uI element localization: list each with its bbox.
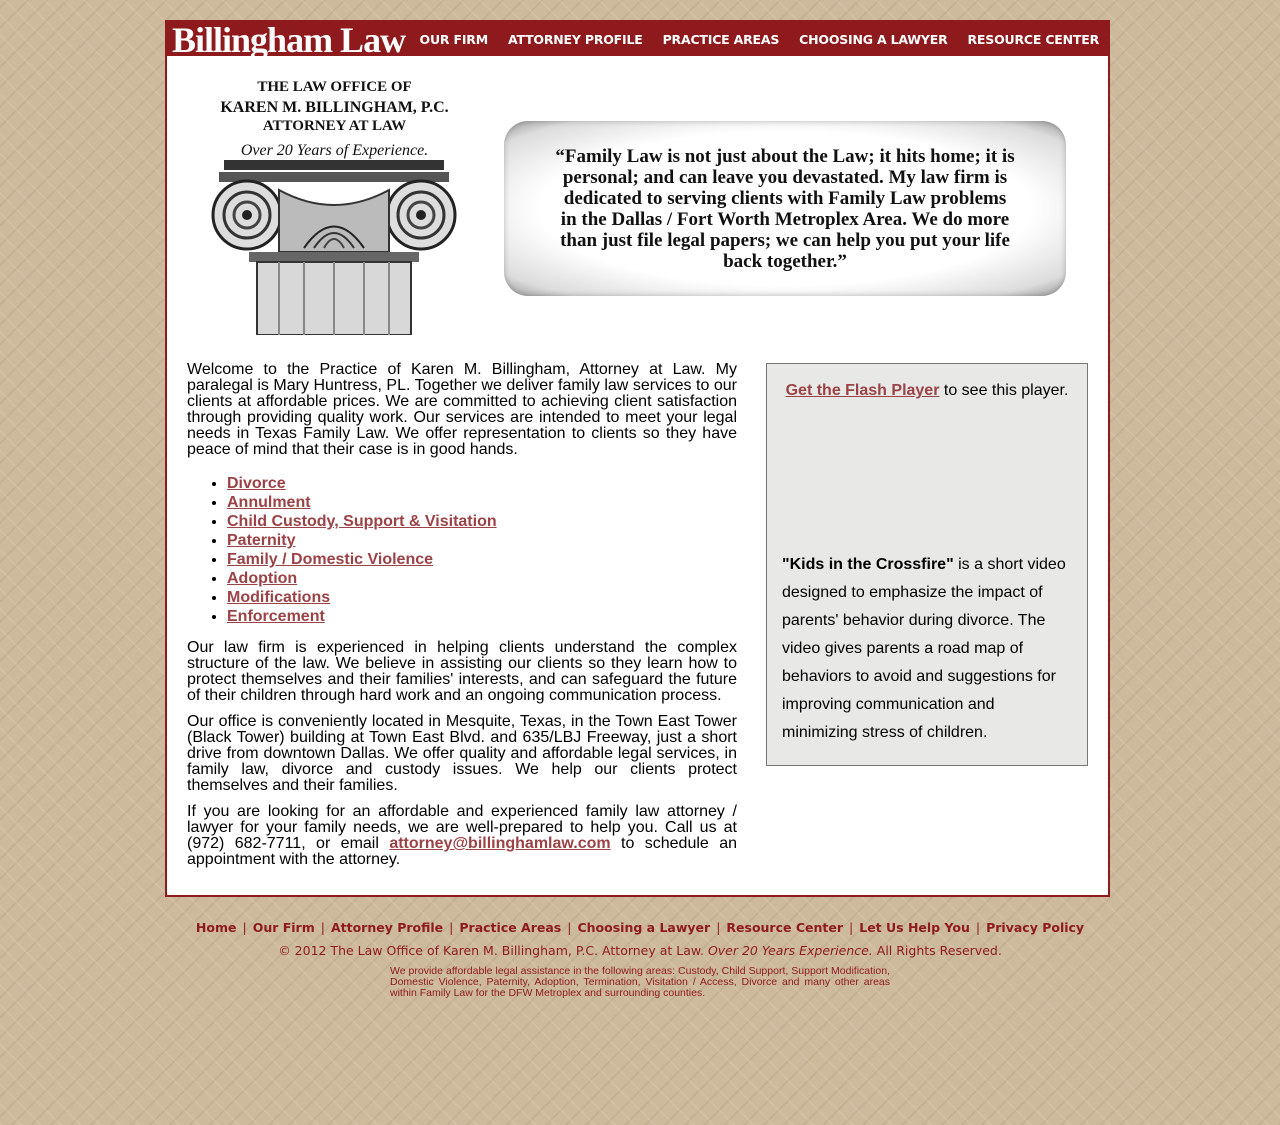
copyright-italic: Over 20 Years Experience. [707, 943, 873, 958]
copyright [0, 943, 1280, 958]
footer-separator: | [975, 920, 981, 935]
footer-link-resource-center[interactable]: Resource Center [726, 920, 844, 935]
footer-separator: | [320, 920, 325, 935]
video-title: "Kids in the Crossfire" [782, 556, 954, 573]
list-item [227, 550, 737, 569]
list-item [227, 531, 737, 550]
footer-separator: | [849, 920, 854, 935]
nav-our-firm[interactable]: OUR FIRM [419, 31, 488, 47]
office-heading [187, 77, 482, 164]
list-item [227, 512, 737, 531]
main-content [187, 362, 737, 878]
experience-tagline: Over 20 Years of Experience. [240, 142, 429, 159]
footer-separator: | [449, 920, 454, 935]
video-sidebar [766, 363, 1088, 766]
flash-text: to see this player. [939, 382, 1069, 399]
intro-paragraph: Welcome to the Practice of Karen M. Billingham, Attorney at Law. My paralegal is Mary Huntress, PL. Together we deliver family law services to our clients at affordable prices. We are committed to achieving client satisfaction through providing quality work. Our services are intended to meet your legal needs in Texas Family Law. We offer representation to clients so they have peace of mind that their case is in good hands. [187, 361, 737, 458]
ionic-column-image [209, 160, 459, 335]
list-item [227, 607, 737, 626]
nav-choosing-a-lawyer[interactable]: CHOOSING A LAWYER [799, 31, 948, 47]
email-link[interactable]: attorney@billinghamlaw.com [389, 835, 611, 852]
copyright-end: All Rights Reserved. [876, 943, 1002, 958]
footer-separator: | [242, 920, 247, 935]
page-container [165, 20, 1110, 897]
location-paragraph: Our office is conveniently located in Mesquite, Texas, in the Town East Tower (Black Tower) building at Town East Blvd. and 635/LBJ Freeway, just a short drive from downtown Dallas. We offer quality and affordable legal services, in family law, divorce and custody issues. We help our clients protect themselves and their families. [187, 713, 737, 794]
footer-link-choosing-a-lawyer[interactable]: Choosing a Lawyer [577, 920, 711, 935]
footer-link-let-us-help-you[interactable]: Let Us Help You [859, 920, 970, 935]
services-disclaimer: We provide affordable legal assistance in the following areas: Custody, Child Support, Support Modification, Domestic Violence, Paternity, Adoption, Termination, Visitation / Access, Divorce and many other areas within Family Law for the DFW Metroplex and surrounding counties. [390, 965, 890, 999]
service-link-child-custody[interactable]: Child Custody, Support & Visitation [227, 513, 497, 530]
footer-nav [0, 920, 1280, 935]
footer-link-home[interactable]: Home [195, 920, 237, 935]
service-link-adoption[interactable]: Adoption [227, 570, 298, 587]
copyright-text: © 2012 The Law Office of Karen M. Billingham, P.C. Attorney at Law. [278, 943, 704, 958]
main-nav [400, 22, 1099, 56]
footer-link-attorney-profile[interactable]: Attorney Profile [330, 920, 444, 935]
video-description-text: is a short video designed to emphasize the impact of parents' behavior during divorce. The video gives parents a road map of behaviors to avoid and suggestions for improving communication and minimizing stress of children. [782, 556, 1066, 741]
site-logo[interactable]: Billingham Law [172, 20, 406, 60]
service-link-modifications[interactable]: Modifications [227, 589, 331, 606]
footer-separator: | [716, 920, 721, 935]
quote-text: “Family Law is not just about the Law; it hits home; it is personal; and can leave you devastated. My law firm is dedicated to serving clients with Family Law problems in the Dallas / Fort Worth Metroplex Area. We do more than just file legal papers; we can help you put your life back together.” [555, 145, 1015, 272]
service-link-enforcement[interactable]: Enforcement [227, 608, 325, 625]
services-list [187, 474, 737, 626]
footer [0, 920, 1280, 999]
office-line-2: KAREN M. BILLINGHAM, P.C. [220, 99, 449, 116]
list-item [227, 588, 737, 607]
get-flash-player-link[interactable]: Get the Flash Player [785, 382, 940, 399]
footer-link-practice-areas[interactable]: Practice Areas [459, 920, 562, 935]
contact-paragraph [187, 804, 737, 868]
video-description [782, 551, 1074, 747]
service-link-divorce[interactable]: Divorce [227, 475, 286, 492]
nav-practice-areas[interactable]: PRACTICE AREAS [662, 31, 780, 47]
office-line-3: ATTORNEY AT LAW [262, 118, 407, 134]
nav-attorney-profile[interactable]: ATTORNEY PROFILE [507, 31, 643, 47]
nav-resource-center[interactable]: RESOURCE CENTER [967, 31, 1099, 47]
list-item [227, 474, 737, 493]
list-item [227, 493, 737, 512]
flash-player-placeholder [767, 382, 1087, 400]
office-line-1: THE LAW OFFICE OF [257, 79, 412, 95]
footer-separator: | [567, 920, 572, 935]
experience-paragraph: Our law firm is experienced in helping clients understand the complex structure of the law. We believe in assisting our clients so they learn how to protect themselves and their families' interests, and can safeguard the future of their children through hard work and an ongoing communication process. [187, 639, 737, 704]
service-link-paternity[interactable]: Paternity [227, 532, 296, 549]
contact-text-after: to schedule an appointment with the attorney. [187, 835, 738, 868]
footer-link-our-firm[interactable]: Our Firm [252, 920, 315, 935]
quote-banner [504, 121, 1066, 296]
footer-link-privacy-policy[interactable]: Privacy Policy [986, 920, 1085, 935]
service-link-annulment[interactable]: Annulment [227, 494, 311, 511]
contact-text-before: If you are looking for an affordable and experienced family law attorney / lawyer for your family needs, we are well-prepared to help you. Call us at (972) 682-7711, or email [187, 803, 737, 852]
service-link-domestic-violence[interactable]: Family / Domestic Violence [227, 551, 434, 568]
top-nav-bar [167, 20, 1108, 60]
list-item [227, 569, 737, 588]
